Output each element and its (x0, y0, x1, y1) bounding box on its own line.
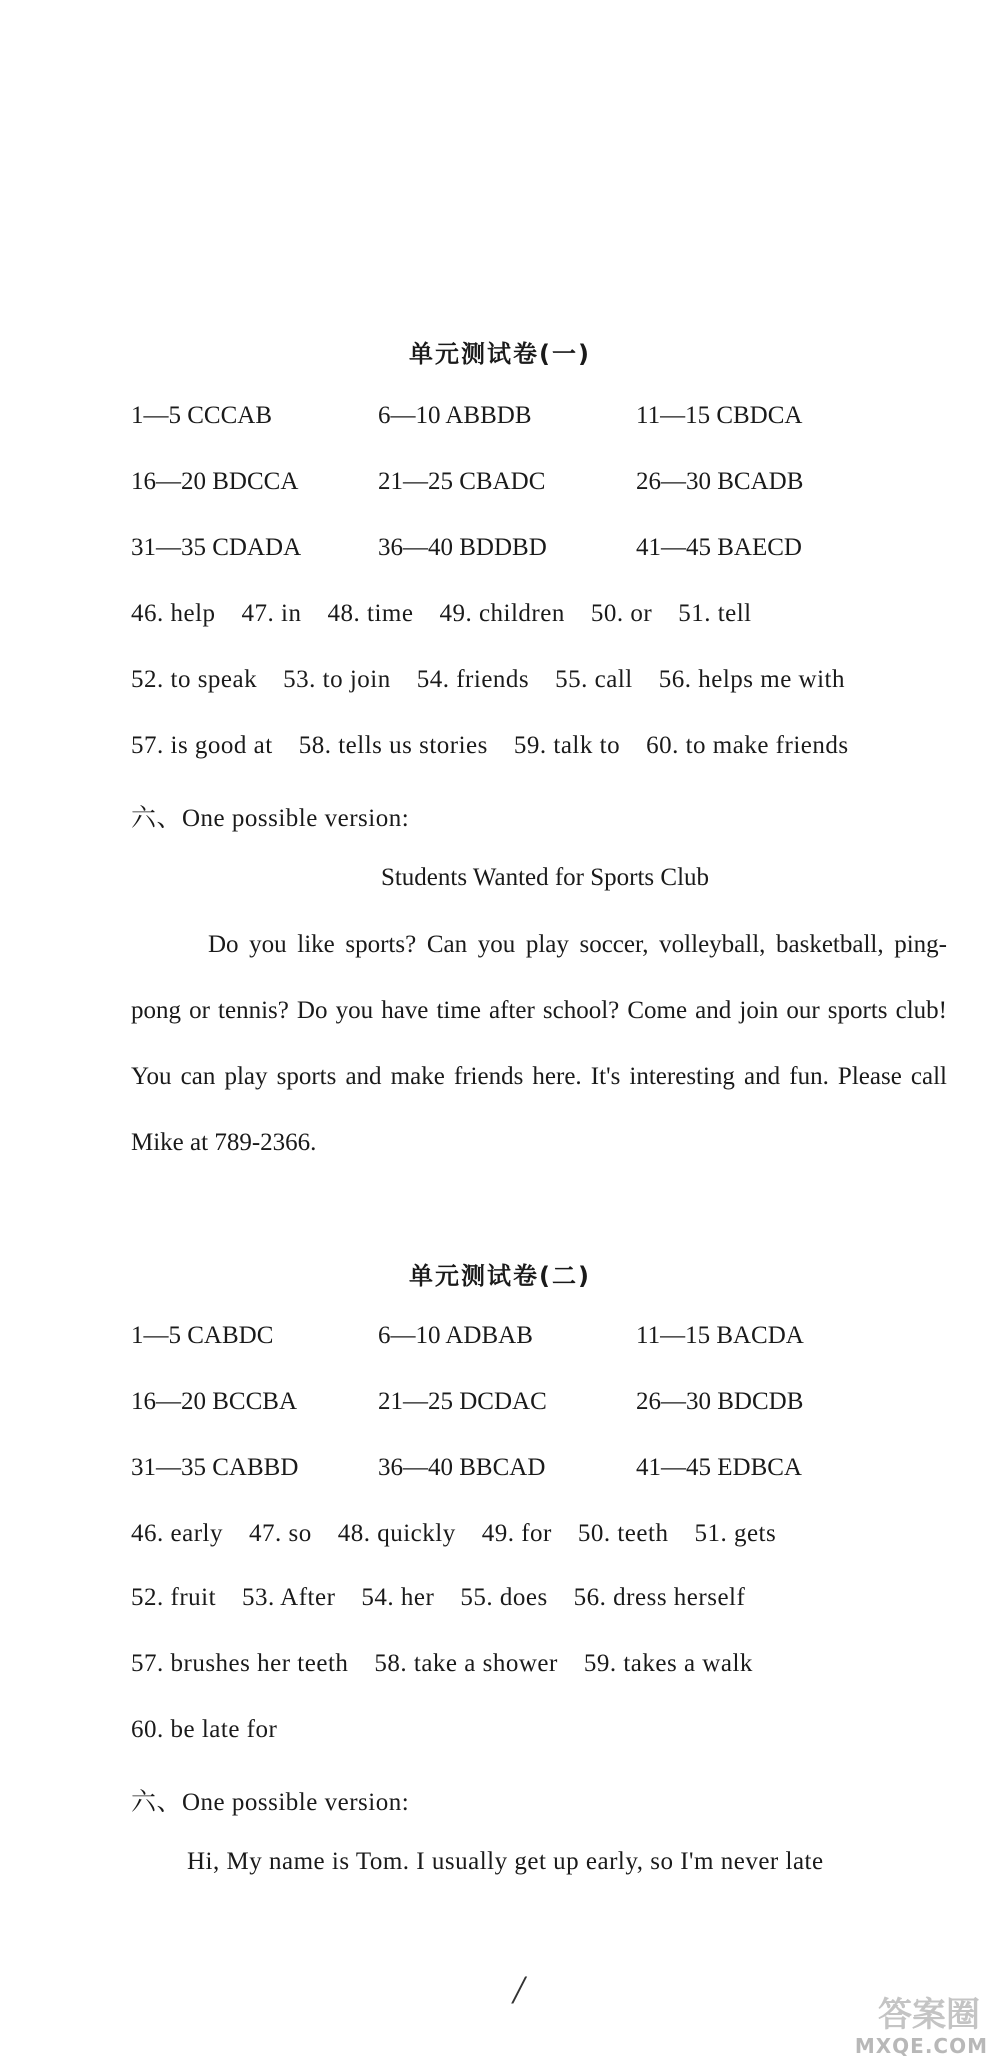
unit2-fill-item: 54. her (361, 1584, 435, 1611)
unit1-fill-item: 51. tell (678, 600, 752, 627)
unit2-fill-item: 53. After (242, 1584, 336, 1611)
unit2-answer-31-35: 31—35 CABBD (131, 1454, 299, 1481)
unit1-answer-6-10: 6—10 ABBDB (378, 402, 532, 429)
unit2-title: 单元测试卷(二) (409, 1262, 591, 1290)
unit2-fill-line-1 (131, 1520, 802, 1548)
unit2-answer-36-40: 36—40 BBCAD (378, 1454, 546, 1481)
unit2-fill-item: 58. take a shower (374, 1650, 558, 1677)
unit1-fill-item: 47. in (241, 600, 302, 627)
unit2-fill-item: 52. fruit (131, 1584, 217, 1611)
unit2-fill-item: 57. brushes her teeth (131, 1650, 349, 1677)
unit1-fill-item: 56. helps me with (658, 666, 845, 693)
unit2-answer-26-30: 26—30 BDCDB (636, 1388, 804, 1415)
unit2-fill-item: 59. takes a walk (583, 1650, 753, 1677)
unit2-fill-line-4 (131, 1716, 303, 1744)
unit2-answer-1-5: 1—5 CABDC (131, 1322, 274, 1349)
unit2-fill-item: 50. teeth (577, 1520, 669, 1547)
unit1-fill-item: 53. to join (283, 666, 391, 693)
unit2-fill-item: 55. does (460, 1584, 548, 1611)
unit2-fill-item: 48. quickly (337, 1520, 456, 1547)
unit1-answer-36-40: 36—40 BDDBD (378, 534, 547, 561)
unit1-answer-21-25: 21—25 CBADC (378, 468, 546, 495)
unit2-fill-item: 46. early (131, 1520, 223, 1547)
unit1-fill-item: 60. to make friends (646, 732, 849, 759)
unit1-fill-line-1 (131, 600, 778, 628)
unit1-fill-item: 54. friends (416, 666, 530, 693)
unit1-fill-item: 57. is good at (131, 732, 273, 759)
watermark-big-text: 答案圈 (878, 1995, 980, 2035)
unit2-answer-21-25: 21—25 DCDAC (378, 1388, 547, 1415)
unit1-essay-body: Do you like sports? Can you play soccer, volleyball, basketball, ping-pong or tennis? Do you have time after school? Come and join our sports club! You can play sports and make friends here. It's interesting and fun. Please call Mike at 789-2366. (131, 931, 947, 1156)
unit1-answer-11-15: 11—15 CBDCA (636, 402, 803, 429)
unit2-fill-item: 51. gets (694, 1520, 777, 1547)
unit1-fill-line-2 (131, 666, 871, 694)
page-mark: / (513, 1967, 525, 2012)
unit2-answer-16-20: 16—20 BCCBA (131, 1388, 298, 1415)
unit1-fill-line-3 (131, 732, 875, 760)
unit1-fill-item: 46. help (131, 600, 216, 627)
unit1-answer-31-35: 31—35 CDADA (131, 534, 302, 561)
unit2-answer-41-45: 41—45 EDBCA (636, 1454, 802, 1481)
watermark-logo (798, 1995, 994, 2064)
unit2-fill-item: 49. for (481, 1520, 552, 1547)
unit1-fill-item: 59. talk to (513, 732, 621, 759)
unit1-title: 单元测试卷(一) (409, 340, 591, 368)
unit2-fill-item: 60. be late for (131, 1716, 278, 1743)
unit1-fill-item: 58. tells us stories (298, 732, 488, 759)
unit2-writing-label: 六、One possible version: (131, 1789, 410, 1816)
unit2-fill-line-2 (131, 1584, 771, 1612)
unit1-answer-1-5: 1—5 CCCAB (131, 402, 273, 429)
unit1-answer-16-20: 16—20 BDCCA (131, 468, 299, 495)
unit1-fill-item: 50. or (590, 600, 653, 627)
unit2-fill-item: 47. so (248, 1520, 312, 1547)
unit2-answer-6-10: 6—10 ADBAB (378, 1322, 533, 1349)
watermark-site-text: MXQE.COM (854, 2034, 988, 2058)
unit1-fill-item: 55. call (555, 666, 633, 693)
unit1-writing-label: 六、One possible version: (131, 805, 410, 832)
unit1-fill-item: 48. time (327, 600, 414, 627)
unit1-essay-title: Students Wanted for Sports Club (380, 864, 710, 891)
unit2-essay-body: Hi, My name is Tom. I usually get up early, so I'm never late (187, 1848, 824, 1875)
unit1-fill-item: 52. to speak (131, 666, 258, 693)
unit1-answer-26-30: 26—30 BCADB (636, 468, 804, 495)
unit2-answer-11-15: 11—15 BACDA (636, 1322, 804, 1349)
unit2-fill-item: 56. dress herself (573, 1584, 746, 1611)
unit2-fill-line-3 (131, 1650, 779, 1678)
unit1-answer-41-45: 41—45 BAECD (636, 534, 802, 561)
unit1-fill-item: 49. children (439, 600, 565, 627)
